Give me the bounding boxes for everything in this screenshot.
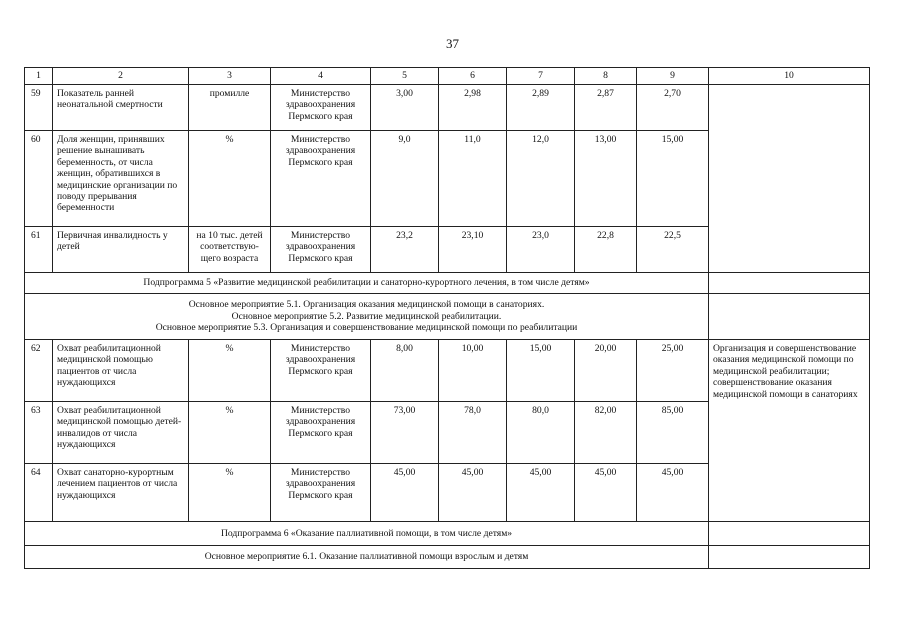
value-cell: 78,0 (439, 402, 507, 464)
responsible-org: Министерство здравоохранения Пермского края (271, 340, 371, 402)
value-cell: 12,0 (507, 131, 575, 227)
value-cell: 2,87 (575, 85, 637, 131)
value-cell: 45,00 (507, 464, 575, 522)
activity-5-3: Основное мероприятие 5.3. Организация и совершенствование медицинской помощи по реабилитации (155, 322, 578, 334)
value-cell: 11,0 (439, 131, 507, 227)
value-cell: 15,00 (507, 340, 575, 402)
header-cell: 5 (371, 68, 439, 85)
value-cell: 8,00 (371, 340, 439, 402)
unit-cell: промилле (189, 85, 271, 131)
header-cell: 10 (709, 68, 870, 85)
value-cell: 2,89 (507, 85, 575, 131)
row-number: 62 (25, 340, 53, 402)
activity-row (25, 294, 870, 340)
responsible-org: Министерство здравоохранения Пермского края (271, 131, 371, 227)
indicator-name: Доля женщин, принявших решение вынашивать беременность, от числа женщин, обратившихся в медицинские организации по поводу прерывания беременности (53, 131, 189, 227)
note-cell (709, 294, 870, 340)
value-cell: 10,00 (439, 340, 507, 402)
responsible-org: Министерство здравоохранения Пермского края (271, 464, 371, 522)
row-number: 64 (25, 464, 53, 522)
note-cell (709, 522, 870, 546)
header-cell: 9 (637, 68, 709, 85)
header-cell: 8 (575, 68, 637, 85)
value-cell: 80,0 (507, 402, 575, 464)
value-cell: 22,5 (637, 227, 709, 273)
indicator-name: Показатель ранней неонатальной смертности (53, 85, 189, 131)
activities-5 (25, 294, 709, 340)
row-number: 59 (25, 85, 53, 131)
unit-cell: % (189, 131, 271, 227)
unit-cell: % (189, 402, 271, 464)
unit-cell: % (189, 464, 271, 522)
table-row (25, 340, 870, 402)
value-cell: 23,0 (507, 227, 575, 273)
subprogram-5-title: Подпрограмма 5 «Развитие медицинской реабилитации и санаторно-курортного лечения, в том числе детям» (25, 273, 709, 294)
header-cell: 4 (271, 68, 371, 85)
value-cell: 45,00 (439, 464, 507, 522)
activity-row (25, 546, 870, 569)
table-row (25, 85, 870, 131)
value-cell: 82,00 (575, 402, 637, 464)
header-row (25, 68, 870, 85)
value-cell: 9,0 (371, 131, 439, 227)
responsible-org: Министерство здравоохранения Пермского края (271, 85, 371, 131)
note-cell (709, 85, 870, 273)
value-cell: 20,00 (575, 340, 637, 402)
value-cell: 45,00 (371, 464, 439, 522)
value-cell: 85,00 (637, 402, 709, 464)
note-cell (709, 273, 870, 294)
value-cell: 45,00 (575, 464, 637, 522)
value-cell: 13,00 (575, 131, 637, 227)
header-cell: 6 (439, 68, 507, 85)
value-cell: 3,00 (371, 85, 439, 131)
value-cell: 23,2 (371, 227, 439, 273)
value-cell: 2,98 (439, 85, 507, 131)
value-cell: 45,00 (637, 464, 709, 522)
header-cell: 2 (53, 68, 189, 85)
value-cell: 23,10 (439, 227, 507, 273)
activity-5-1: Основное мероприятие 5.1. Организация оказания медицинской помощи в санаториях. (188, 299, 545, 311)
unit-cell: % (189, 340, 271, 402)
header-cell: 1 (25, 68, 53, 85)
indicator-name: Охват реабилитационной медицинской помощью пациентов от числа нуждающихся (53, 340, 189, 402)
indicator-name: Охват реабилитационной медицинской помощью детей-инвалидов от числа нуждающихся (53, 402, 189, 464)
value-cell: 73,00 (371, 402, 439, 464)
activity-6-1: Основное мероприятие 6.1. Оказание паллиативной помощи взрослым и детям (25, 546, 709, 569)
row-number: 61 (25, 227, 53, 273)
responsible-org: Министерство здравоохранения Пермского края (271, 227, 371, 273)
value-cell: 25,00 (637, 340, 709, 402)
indicator-name: Охват санаторно-курортным лечением пациентов от числа нуждающихся (53, 464, 189, 522)
value-cell: 2,70 (637, 85, 709, 131)
row-number: 60 (25, 131, 53, 227)
note-cell: Организация и совершенствование оказания медицинской помощи по медицинской реабилитации; совершенствование оказания медицинской помощи в санаториях (709, 340, 870, 522)
subprogram-6-title: Подпрограмма 6 «Оказание паллиативной помощи, в том числе детям» (25, 522, 709, 546)
value-cell: 22,8 (575, 227, 637, 273)
responsible-org: Министерство здравоохранения Пермского края (271, 402, 371, 464)
indicator-name: Первичная инвалидность у детей (53, 227, 189, 273)
activity-5-2: Основное мероприятие 5.2. Развитие медицинской реабилитации. (231, 310, 502, 322)
header-cell: 7 (507, 68, 575, 85)
note-cell (709, 546, 870, 569)
header-cell: 3 (189, 68, 271, 85)
unit-cell: на 10 тыс. детей соответствую-щего возраста (189, 227, 271, 273)
page-number: 37 (446, 36, 459, 51)
subprogram-row (25, 273, 870, 294)
indicators-table (24, 67, 870, 569)
row-number: 63 (25, 402, 53, 464)
value-cell: 15,00 (637, 131, 709, 227)
subprogram-row (25, 522, 870, 546)
